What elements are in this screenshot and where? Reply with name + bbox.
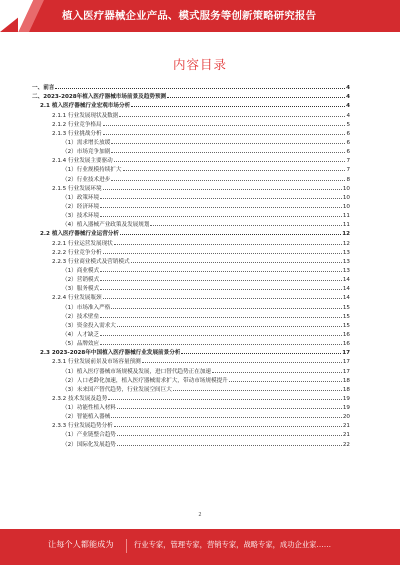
toc-entry-page: 5 [346,121,350,128]
toc-entry[interactable] [32,393,350,402]
toc-entry-page: 14 [342,295,350,302]
toc-entry-page: 12 [342,240,350,247]
toc-leader-dots [103,125,346,126]
toc-entry[interactable] [32,311,350,320]
toc-leader-dots [111,143,345,144]
toc-entry[interactable] [32,100,350,109]
toc-entry-page: 10 [342,203,350,210]
toc-entry-page: 13 [342,267,350,274]
toc-leader-dots [100,344,342,345]
toc-entry-page: 14 [342,286,350,293]
toc-entry[interactable] [32,420,350,429]
toc-leader-dots [100,335,342,336]
toc-leader-dots [117,445,342,446]
toc-entry-page: 20 [342,414,350,421]
toc-leader-dots [114,161,346,162]
toc-leader-dots [131,262,342,263]
toc-entry-label: （4）人才缺乏 [62,331,100,338]
toc-entry-page: 18 [342,386,350,393]
toc-entry-label: （2）人口老龄化加速，植入医疗器械需求扩大，带动市场规模提升 [62,377,228,384]
toc-entry-label: 2.2.2 行业竞争分析 [52,249,102,256]
report-header [0,0,400,32]
toc-entry-label: （1）需求增长放缓 [62,139,111,146]
toc-entry-label: （5）品牌效应 [62,341,100,348]
toc-entry-page: 4 [346,94,350,101]
toc-leader-dots [131,106,345,107]
toc-entry-label: （1）产业链整合趋势 [62,432,116,439]
toc-entry[interactable] [32,164,350,173]
toc-entry-page: 7 [346,158,350,165]
toc-entry[interactable] [32,256,350,265]
toc-entry-label: 2.1.1 行业发展现状及数据 [52,112,119,119]
toc-leader-dots [108,399,342,400]
toc-leader-dots [111,152,345,153]
toc-entry-page: 10 [342,185,350,192]
toc-entry-page: 14 [342,277,350,284]
toc-entry-page: 8 [346,176,350,183]
toc-entry-page: 17 [342,359,350,366]
toc-entry-label: （3）技术环境 [62,213,100,220]
toc-entry-page: 17 [342,350,350,357]
toc-entry-page: 13 [342,249,350,256]
toc-leader-dots [55,88,345,89]
toc-entry-label: 2.3.3 行业发展趋势分析 [52,423,113,430]
toc-leader-dots [181,353,341,354]
toc-leader-dots [100,280,342,281]
toc-entry-label: （3）服务模式 [62,286,100,293]
toc-entry[interactable] [32,183,350,192]
page-number: 2 [198,512,202,518]
toc-entry[interactable] [32,411,350,420]
toc-leader-dots [103,253,342,254]
toc-entry-page: 15 [342,304,350,311]
toc-entry[interactable] [32,173,350,182]
toc-leader-dots [100,271,342,272]
toc-entry-page: 18 [342,377,350,384]
toc-entry[interactable] [32,91,350,100]
toc-entry-label: 一、前言 [32,85,55,92]
toc-entry-label: 2.1.3 行业挑战分析 [52,130,102,137]
toc-entry[interactable] [32,347,350,356]
toc-leader-dots [117,326,342,327]
toc-entry-page: 12 [342,231,350,238]
toc-entry[interactable] [32,402,350,411]
footer-divider [126,539,127,553]
toc-leader-dots [229,381,342,382]
table-of-contents [32,82,350,448]
toc-entry-page: 6 [346,149,350,156]
toc-entry-label: （1）政策环境 [62,194,100,201]
toc-entry[interactable] [32,438,350,447]
toc-leader-dots [100,198,342,199]
toc-heading: 内容目录 [172,57,227,72]
toc-entry[interactable] [32,301,350,310]
toc-entry-label: 2.1 植入医疗器械行业宏观市场分析 [40,103,131,110]
toc-entry-page: 4 [346,103,350,110]
toc-entry[interactable] [32,137,350,146]
toc-leader-dots [119,116,345,117]
toc-leader-dots [114,426,342,427]
toc-entry-label: （2）经济环境 [62,203,100,210]
toc-entry-label: （1）行业规模持续扩大 [62,167,122,174]
report-footer [0,529,400,565]
toc-entry-label: 2.2.3 行业商业模式及营销模式 [52,258,130,265]
toc-entry-label: （1）功能性植入材料 [62,405,116,412]
toc-entry-page: 11 [342,213,350,220]
header-decoration-stripe [18,0,46,32]
toc-entry[interactable] [32,228,350,237]
toc-entry[interactable] [32,338,350,347]
toc-entry-label: （2）市场竞争加剧 [62,149,111,156]
footer-slogan-left: 让每个人都能成为 [48,539,114,549]
toc-entry-page: 15 [342,322,350,329]
toc-entry-page: 21 [342,432,350,439]
toc-leader-dots [100,207,342,208]
toc-entry[interactable] [32,375,350,384]
toc-entry-page: 7 [346,167,350,174]
toc-entry-label: （1）植入医疗器械市场规模及发展，进口替代趋势正在加速 [62,368,211,375]
toc-entry[interactable] [32,219,350,228]
toc-entry-page: 16 [342,341,350,348]
toc-entry-page: 19 [342,395,350,402]
toc-entry-page: 22 [342,441,350,448]
toc-leader-dots [100,317,342,318]
toc-entry-label: 2.3 2023-2028年中国植入医疗器械行业发展前景分析 [40,350,181,357]
toc-leader-dots [111,180,345,181]
toc-entry-page: 6 [346,130,350,137]
toc-entry-label: 2.3.2 技术发展及趋势 [52,395,108,402]
toc-leader-dots [100,216,342,217]
toc-entry[interactable] [32,384,350,393]
toc-entry-label: 2.1.2 行业竞争格局 [52,121,102,128]
toc-entry-label: （2）营销模式 [62,277,100,284]
toc-leader-dots [167,97,345,98]
toc-entry-label: 2.1.5 行业发展环境 [52,185,102,192]
toc-leader-dots [103,298,342,299]
toc-entry-label: （4）植入器械产业政策及发展规划 [62,222,150,229]
toc-entry-label: （2）智能植入器械 [62,414,111,421]
footer-slogan-right: 行业专家，管理专家，营销专家，战略专家，成功企业家…… [134,540,332,549]
toc-entry-page: 19 [342,405,350,412]
toc-entry[interactable] [32,155,350,164]
toc-entry[interactable] [32,429,350,438]
toc-entry[interactable] [32,274,350,283]
toc-leader-dots [103,189,342,190]
toc-leader-dots [123,170,346,171]
toc-entry-label: （1）商业模式 [62,267,100,274]
toc-leader-dots [212,372,342,373]
toc-leader-dots [120,234,341,235]
toc-entry-page: 16 [342,331,350,338]
toc-leader-dots [114,244,342,245]
toc-entry-label: （1）市场准入严格 [62,304,111,311]
toc-entry-label: 2.2.1 行业运营发展现状 [52,240,113,247]
toc-entry-page: 4 [346,112,350,119]
toc-leader-dots [117,435,342,436]
toc-entry[interactable] [32,283,350,292]
toc-leader-dots [111,308,342,309]
toc-leader-dots [111,417,342,418]
toc-entry-page: 15 [342,313,350,320]
toc-leader-dots [142,362,342,363]
toc-leader-dots [117,408,342,409]
toc-leader-dots [100,289,342,290]
toc-entry[interactable] [32,119,350,128]
toc-entry-page: 17 [342,368,350,375]
toc-entry-label: 2.2.4 行业发展瓶颈 [52,295,102,302]
toc-entry[interactable] [32,356,350,365]
toc-entry-label: （3）资金投入需求大 [62,322,116,329]
toc-entry-page: 10 [342,194,350,201]
toc-entry-label: 2.2 植入医疗器械行业运营分析 [40,231,119,238]
toc-entry[interactable] [32,128,350,137]
toc-entry[interactable] [32,320,350,329]
toc-entry[interactable] [32,329,350,338]
toc-entry-page: 21 [342,423,350,430]
toc-entry-page: 13 [342,258,350,265]
toc-entry[interactable] [32,265,350,274]
toc-entry-label: （2）技术壁垒 [62,313,100,320]
toc-entry[interactable] [32,210,350,219]
toc-entry-page: 4 [346,85,350,92]
toc-entry-label: （2）行业技术进步 [62,176,111,183]
toc-entry[interactable] [32,146,350,155]
toc-entry[interactable] [32,292,350,301]
toc-entry[interactable] [32,82,350,91]
toc-leader-dots [173,390,342,391]
toc-entry-label: 2.3.1 行业发展前景及市场容量预测 [52,359,141,366]
toc-entry[interactable] [32,247,350,256]
toc-entry[interactable] [32,201,350,210]
toc-entry[interactable] [32,365,350,374]
toc-entry[interactable] [32,192,350,201]
toc-entry-label: （3）未来国产替代趋势，行业发展空间巨大 [62,386,172,393]
toc-entry-page: 6 [346,139,350,146]
toc-leader-dots [150,225,341,226]
toc-entry-label: 2.1.4 行业发展主要驱动 [52,158,113,165]
toc-entry-label: 二、2023-2028年植入医疗器械市场前景及趋势预测 [32,94,167,101]
report-title: 植入医疗器械企业产品、模式服务等创新策略研究报告 [62,10,317,22]
toc-entry-page: 11 [342,222,350,229]
toc-entry[interactable] [32,237,350,246]
toc-leader-dots [103,134,346,135]
toc-entry-label: （2）国际化发展趋势 [62,441,116,448]
toc-entry[interactable] [32,109,350,118]
